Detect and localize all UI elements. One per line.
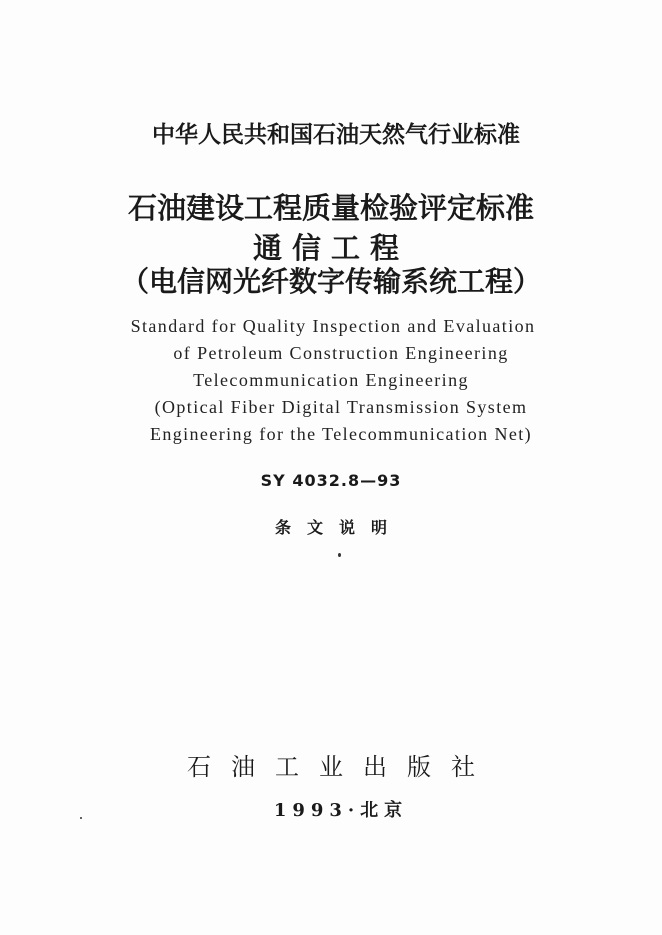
publisher-name: 石油工业出版社: [187, 753, 495, 781]
standard-series-heading: 中华人民共和国石油天然气行业标准: [152, 122, 520, 148]
explanation-label: 条文说明: [274, 518, 403, 537]
chinese-title-line-3: （电信网光纤数字传输系统工程）: [120, 265, 541, 298]
english-title-line-5: Engineering for the Telecommunication Net): [149, 424, 533, 444]
english-title-line-4: (Optical Fiber Digital Transmission System: [154, 397, 528, 417]
chinese-title-line-2: 通信工程: [252, 231, 409, 265]
english-title-line-3: Telecommunication Engineering: [193, 370, 469, 390]
scan-speck: [338, 553, 341, 557]
english-title-line-2: of Petroleum Construction Engineering: [173, 343, 509, 363]
standard-code: SY 4032.8—93: [260, 471, 402, 490]
chinese-title-line-1: 石油建设工程质量检验评定标准: [127, 191, 534, 225]
publication-place-year: 1993·北京: [273, 800, 409, 821]
english-title-line-1: Standard for Quality Inspection and Evaluation: [130, 316, 536, 336]
